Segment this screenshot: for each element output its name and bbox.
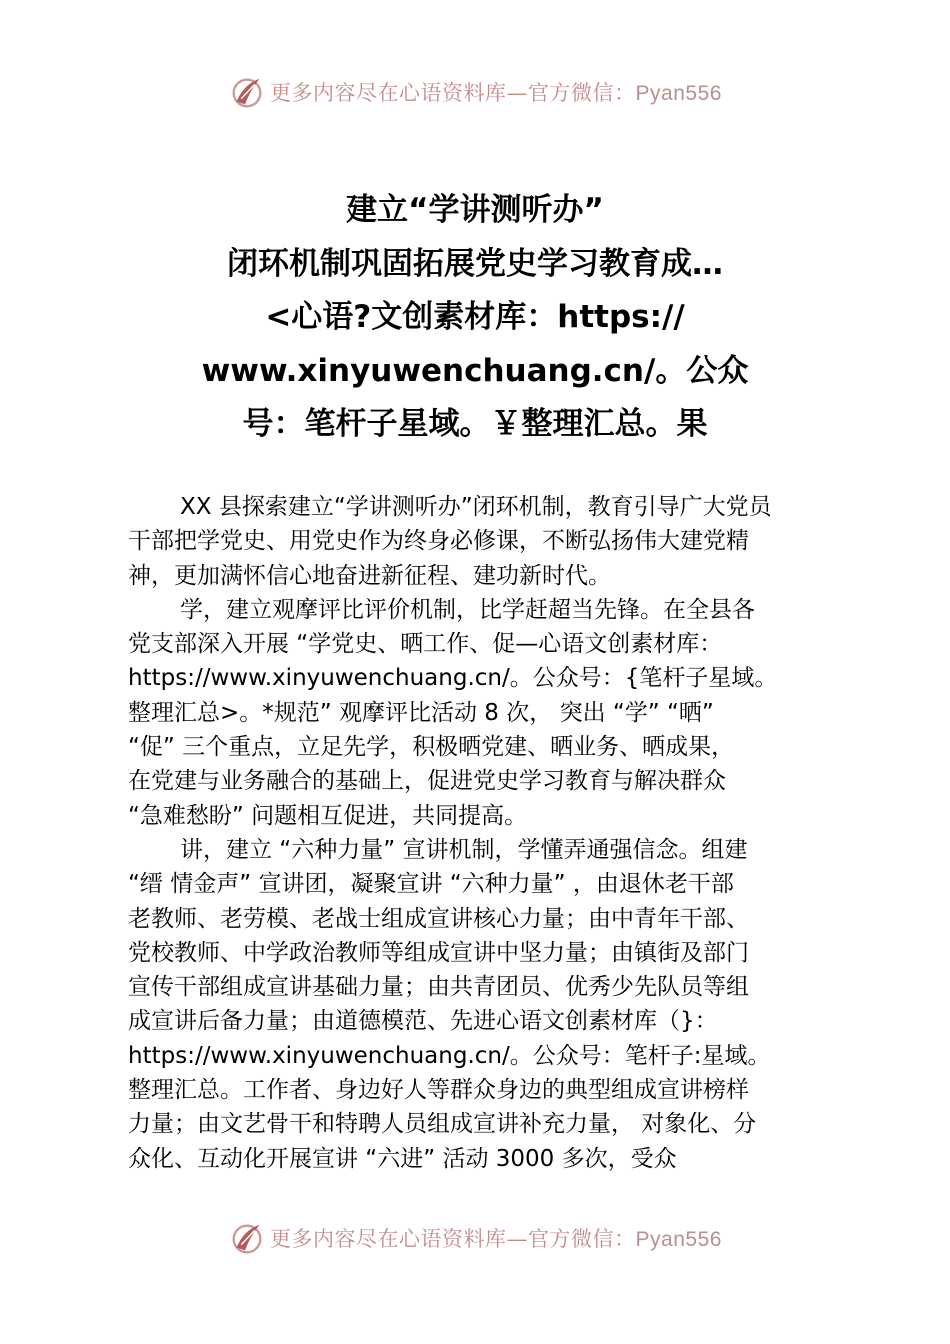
body-line: 讲，建立 “六种力量” 宣讲机制，学懂弄通强信念。组建 [180,836,748,863]
banner-text: 更多内容尽在心语资料库—官方微信：Pyan556 [270,1227,722,1251]
body-line: 力量；由文艺骨干和特聘人员组成宣讲补充力量， 对象化、分 [128,1111,757,1138]
body-line: 成宣讲后备力量；由道德模范、先进心语文创素材库（}： [128,1008,718,1035]
body-line: “促” 三个重点，立足先学，积极晒党建、晒业务、晒成果， [128,734,735,761]
body-line: 众化、互动化开展宣讲 “六进” 活动 3000 多次，受众 [128,1145,677,1172]
header-banner [0,70,950,114]
body-line: “急难愁盼” 问题相互促进，共同提高。 [128,802,528,829]
document-title [120,184,830,452]
body-line: 干部把学党史、用党史作为终身必修课，不断弘扬伟大建党精 [128,528,749,555]
title-line: 号：笔杆子星域。￥整理汇总。果 [242,406,708,442]
footer-banner [0,1216,950,1260]
body-line: 整理汇总>。*规范” 观摩评比活动 8 次， 突出 “学” “晒” [128,699,714,726]
body-line: https://www.xinyuwenchuang.cn/。公众号：笔杆子:星域。 [128,1042,771,1069]
wechat-id: Pyan556 [635,82,722,105]
title-line: 建立“学讲测听办” [346,192,604,228]
wechat-id: Pyan556 [635,1228,722,1251]
body-line: 整理汇总。工作者、身边好人等群众身边的典型组成宣讲榜样 [128,1077,749,1104]
body-line: “缙 情金声” 宣讲团，凝聚宣讲 “六种力量” ，由退休老干部 [128,871,734,898]
body-line: 神，更加满怀信心地奋进新征程、建功新时代。 [128,562,611,589]
body-line: 党支部深入开展 “学党史、晒工作、促—心语文创素材库： [128,631,723,658]
document-body [128,490,828,1176]
body-line: XX 县探索建立“学讲测听办”闭环机制，教育引导广大党员 [180,494,772,520]
title-line: <心语?文创素材库：https:// [265,299,685,335]
banner-text: 更多内容尽在心语资料库—官方微信：Pyan556 [270,81,722,105]
body-line: 宣传干部组成宣讲基础力量；由共青团员、优秀少先队员等组 [128,974,749,1001]
logo-icon [228,1219,266,1257]
logo-icon [228,73,266,111]
body-line: 学，建立观摩评比评价机制，比学赶超当先锋。在全县各 [180,596,755,623]
body-line: 老教师、老劳模、老战士组成宣讲核心力量；由中青年干部、 [128,905,749,932]
body-line: https://www.xinyuwenchuang.cn/。公众号：{笔杆子星域。 [128,665,778,692]
body-line: 党校教师、中学政治教师等组成宣讲中坚力量；由镇街及部门 [128,939,749,966]
body-line: 在党建与业务融合的基础上，促进党史学习教育与解决群众 [128,768,726,795]
title-line: 闭环机制巩固拓展党史学习教育成… [227,245,723,282]
title-line: www.xinyuwenchuang.cn/。公众 [201,352,749,389]
